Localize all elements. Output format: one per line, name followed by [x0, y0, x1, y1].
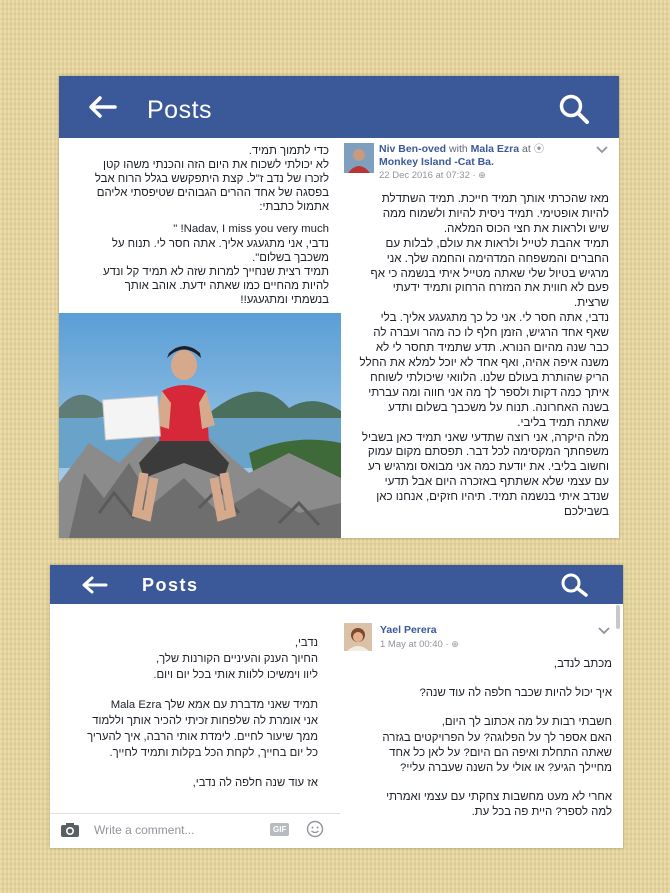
body-line: מאז שהכרתי אותך תמיד חייכת. תמיד השתדלת: [381, 192, 609, 205]
body-line: כבר שנה מהיום הנורא. תדע שתמיד תחסר לי לא: [375, 341, 609, 355]
header-title: Posts: [142, 575, 199, 595]
body-line: שאתה התחלת ואיפה הם היום? על לאן כל אחד: [389, 746, 612, 759]
body-line: שאף אחד הרגיש, הזמן חלף לו כה מהר ועברה לה: [373, 326, 609, 340]
body-line: בשנה האחרונה. תנוח על משכבך בשלום ותדע: [388, 400, 609, 414]
comment-bar: [50, 813, 340, 846]
author-avatar[interactable]: [344, 623, 372, 651]
with-label: with: [449, 143, 468, 155]
body-line: [340, 776, 612, 790]
left-line: החיוך הענק והעיניים הקורנות שלך,: [155, 653, 318, 665]
bottom-post-screenshot: [50, 565, 623, 848]
top-app-bar: [50, 565, 623, 604]
left-line: בנשמתי ומתגעגע!!: [240, 293, 329, 306]
left-line: ליוו וימשיכו ללוות אותי בכל יום ויום.: [153, 669, 318, 681]
comment-input[interactable]: Write a comment...: [94, 823, 195, 837]
search-icon[interactable]: [557, 94, 593, 124]
gif-button[interactable]: GIF: [270, 823, 289, 836]
left-line: נדבי,: [294, 637, 318, 649]
author-name[interactable]: Yael Perera: [380, 624, 437, 636]
body-line: שרצית.: [574, 296, 609, 310]
left-line: Nadav, I miss you very much! ": [173, 223, 329, 236]
left-line: אני אומרת לה שלפחות זכיתי להכיר אותך וללמוד: [92, 715, 318, 727]
left-line: [59, 214, 329, 222]
left-line: נדבי, אני מתגעגע אליך. אתה חסר לי. תנוח על: [111, 237, 329, 250]
post-photo[interactable]: [59, 313, 341, 538]
body-line: שנדב איתי בנשמה תמיד. תיהיו חזקים, אנחנו כאן: [376, 490, 609, 504]
body-line: [340, 672, 612, 686]
post-timestamp[interactable]: 22 Dec 2016 at 07:32 ·: [379, 170, 479, 181]
body-line: עם עצמי שלא אשתתף באזכרה היום אבל תדעי: [384, 475, 609, 489]
body-line: משנה איפה אהיה, ואף אחד לא יוכל למלא את החלל: [359, 355, 609, 369]
left-line: משכבך בשלום".: [252, 251, 329, 264]
scrollbar[interactable]: [616, 605, 620, 629]
at-label: at: [522, 143, 531, 155]
body-line: נדבי, אתה חסר לי. אני כל כך מתגעגע אליך. בלי: [380, 311, 609, 325]
post-body-text: [340, 657, 612, 821]
body-line: איך יכול להיות שכבר חלפה לה עוד שנה?: [419, 687, 612, 700]
body-line: שיש ולראות את חצי הכוס המלאה.: [443, 221, 609, 235]
left-line: תמיד שאני מדברת עם אמא שלך Mala Ezra: [110, 699, 318, 711]
body-line: מחיילך הגיע? או אולי על השנה שעברה עליי?: [400, 762, 612, 775]
left-line: אז עוד שנה חלפה לה נדבי,: [192, 777, 318, 789]
post-options-chevron-icon[interactable]: [596, 141, 608, 151]
post-header: [380, 623, 580, 652]
globe-icon: ⊕: [478, 170, 486, 180]
body-line: וחשוב בליבי. את יודעת כמה אני מבואס ומרגיש רע: [367, 460, 609, 474]
left-line: אתמול כתבתי:: [259, 201, 329, 214]
left-line: כל יום בחייך, לקחת הכל בקלות ותמיד לחייך.: [109, 747, 318, 759]
body-line: פעם לא חווית את המזרח הרחוק ותמיד ידעתי: [392, 281, 609, 295]
body-line: משפחתך המקסימה לכל דבר. תפסתם מקום עמוק: [367, 445, 609, 459]
left-line: תמיד רצית שנחייך למרות שזה לא תמיד קל ונדע: [103, 265, 329, 278]
body-line: הריק שהותרת בעולם שלנו. הלוואי שיכולתי לשוחח: [370, 370, 609, 384]
body-line: תמיד אהבת לטייל ולראות את עולם, לבלות עם: [385, 236, 609, 250]
location-pin-icon: ⦿: [533, 143, 545, 155]
body-line: החברים והמשפחה המדהימה והחמה שלך. אני: [386, 251, 609, 265]
body-line: איתך כמה דקות ולספר לך מה אני חווה ומה עברתי: [368, 385, 609, 399]
left-line: כדי לתמוך תמיד.: [248, 145, 329, 157]
body-line: חשבתי רבות על מה אכתוב לך היום,: [441, 716, 612, 729]
body-line: מרגיש בטיול שלי שאתה מטייל איתי בנשמה כי אף: [370, 266, 609, 280]
globe-icon: ⊕: [451, 639, 459, 649]
left-caption-text: [59, 144, 329, 307]
left-line: [50, 761, 318, 775]
left-comment-text: [50, 635, 318, 791]
tagged-name[interactable]: Mala Ezra: [470, 143, 520, 155]
post-header: [379, 143, 594, 182]
emoji-icon[interactable]: [306, 820, 324, 838]
body-line: [340, 701, 612, 715]
body-line: מכתב לנדב,: [553, 658, 612, 670]
search-icon[interactable]: [558, 572, 592, 598]
post-timestamp[interactable]: 1 May at 00:40 ·: [380, 639, 452, 650]
camera-icon[interactable]: [60, 822, 80, 838]
back-arrow-icon[interactable]: [80, 575, 108, 595]
body-line: האם אספר לך על הפלוגה? על הפרויקטים בגזרה: [382, 731, 612, 744]
top-post-screenshot: [59, 76, 619, 538]
body-line: שאתה תמיד בליבי.: [517, 415, 609, 429]
left-line: לזכרו של נדב ז"ל. קצת היתפקשש בגלל הרוח אבל: [94, 173, 329, 186]
left-line: [50, 683, 318, 697]
header-title: Posts: [147, 96, 213, 124]
left-line: לא יכולתי לשכוח את היום הזה והכנתי משהו קטן: [103, 159, 329, 172]
post-options-chevron-icon[interactable]: [598, 622, 610, 632]
author-avatar[interactable]: [344, 143, 374, 173]
body-line: אחרי לא מעט מחשבות צחקתי עם עצמי ואמרתי: [386, 791, 612, 804]
body-line: להיות אופטימי. תמיד ניסית להיות ולשמוח ממה: [382, 206, 609, 220]
top-app-bar: [59, 76, 619, 138]
body-line: מלה היקרה, אני רוצה שתדעי שאני תמיד כאן בשביל: [361, 430, 609, 444]
post-body-text: [343, 192, 609, 520]
back-arrow-icon[interactable]: [87, 95, 117, 119]
left-line: להיות מהחיים כמו שאתה ידעת. אוהב אותך: [124, 279, 329, 292]
left-line: בפסגה של אחד ההרים הגבוהים שטיפסתי אליהם: [96, 187, 329, 200]
body-line: למה לספר? היית פה בכל עת.: [471, 806, 612, 819]
author-name[interactable]: Niv Ben-oved: [379, 143, 447, 155]
left-line: ממך שיעור לחיים. לימדת אותי הרבה, איך להעריך: [87, 731, 318, 743]
location-name[interactable]: Monkey Island -Cat Ba.: [379, 156, 494, 168]
body-line: בשבילכם: [564, 505, 609, 519]
